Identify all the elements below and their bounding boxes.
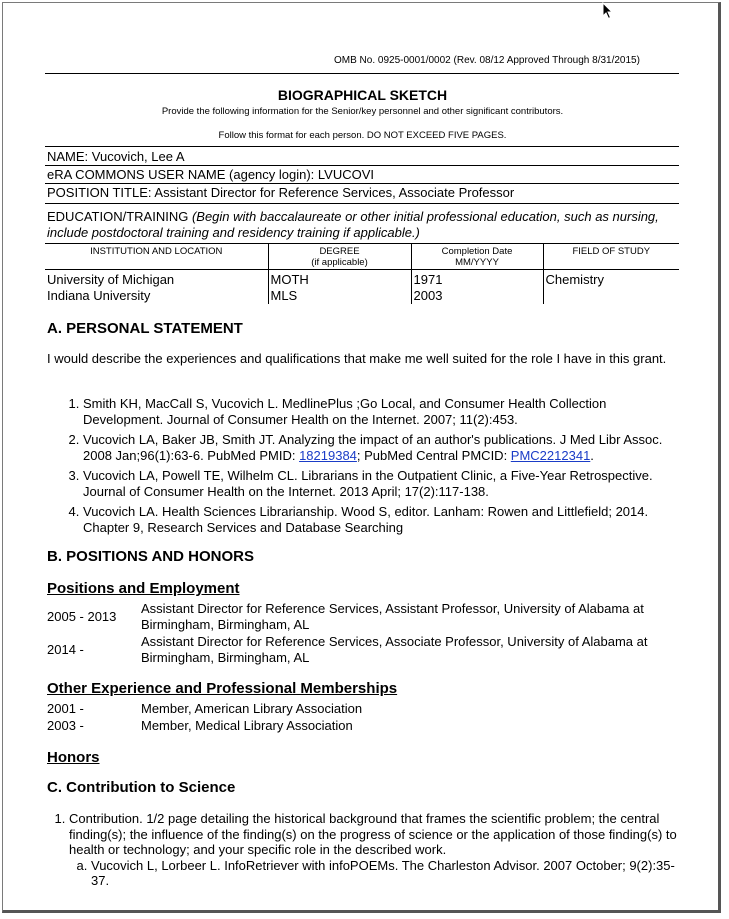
- position-description: Assistant Director for Reference Services, Associate Professor, University of Alabama at Birmingham, Birmingham, AL: [141, 634, 648, 665]
- subsection-heading: Other Experience and Professional Memberships: [47, 680, 398, 697]
- table-cell: MOTH: [268, 270, 411, 289]
- membership-year: 2001 -: [47, 701, 84, 716]
- membership-description: Member, American Library Association: [141, 701, 363, 716]
- position-title-field: POSITION TITLE: Assistant Director for Reference Services, Associate Professor: [47, 185, 515, 200]
- table-cell: Indiana University: [47, 288, 151, 303]
- list-item: 3. Vucovich LA, Powell TE, Wilhelm CL. Librarians in the Outpatient Clinic, a Five-Year Retrospective. Journal of Consumer Health on the Internet. 2013 April; 17(2):117-138.: [83, 468, 681, 500]
- document-page: [2, 2, 721, 913]
- page-title: BIOGRAPHICAL SKETCH: [277, 87, 448, 103]
- table-cell: 1971: [411, 270, 543, 289]
- pmc-link[interactable]: PMC2212341: [510, 448, 591, 463]
- instruction-text: Provide the following information for the Senior/key personnel and other significant contributors.: [161, 106, 564, 117]
- subsection-heading: Honors: [47, 749, 100, 766]
- list-item: 1. Contribution. 1/2 page detailing the historical background that frames the scientific problem; the central finding(s); the influence of the finding(s) on the progress of science or the application of those finding(s) to health or technology; and your specific role in the described work. a. Vucovich L, Lorbeer L. InfoRetriever with infoPOEMs. The Charleston Advisor. 2007 October; 9(2):35-37.: [69, 811, 683, 889]
- position-years: 2014 -: [47, 642, 84, 657]
- education-note: (Begin with baccalaureate or other initial professional education, such as nursing, include postdoctoral training and residency training if applicable.): [47, 209, 659, 240]
- reference-list: [47, 396, 681, 540]
- list-item: a. Vucovich L, Lorbeer L. InfoRetriever with infoPOEMs. The Charleston Advisor. 2007 October; 9(2):35-37.: [91, 858, 683, 889]
- table-cell: Chemistry: [543, 270, 679, 289]
- list-item: 2. Vucovich LA, Baker JB, Smith JT. Analyzing the impact of an author's publications. J Med Libr Assoc. 2008 Jan;96(1):63-6. PubMed PMID: 18219384; PubMed Central PMCID: PMC2212341.: [83, 432, 681, 464]
- education-label: EDUCATION/TRAINING: [47, 209, 189, 224]
- table-row: [45, 288, 679, 304]
- column-header: FIELD OF STUDY: [543, 244, 679, 270]
- education-table: [45, 243, 679, 304]
- list-item: 1. Smith KH, MacCall S, Vucovich L. MedlinePlus ;Go Local, and Consumer Health Collection Development. Journal of Consumer Health on the Internet. 2007; 11(2):453.: [83, 396, 681, 428]
- divider: [45, 183, 679, 184]
- section-heading: C. Contribution to Science: [47, 779, 236, 796]
- name-field: NAME: Vucovich, Lee A: [47, 149, 185, 164]
- table-cell: 2003: [411, 288, 543, 304]
- section-heading: A. PERSONAL STATEMENT: [47, 320, 243, 337]
- table-cell: University of Michigan: [47, 272, 175, 287]
- membership-description: Member, Medical Library Association: [141, 718, 353, 733]
- membership-year: 2003 -: [47, 718, 84, 733]
- divider: [45, 165, 679, 166]
- section-heading: B. POSITIONS AND HONORS: [47, 548, 254, 565]
- column-header: Completion Date MM/YYYY: [411, 244, 543, 270]
- education-training-label: [47, 209, 677, 241]
- pubmed-link[interactable]: 18219384: [299, 448, 357, 463]
- personal-statement: I would describe the experiences and qualifications that make me well suited for the role I have in this grant.: [47, 351, 667, 366]
- instruction-text: Follow this format for each person. DO NOT EXCEED FIVE PAGES.: [218, 130, 507, 141]
- position-years: 2005 - 2013: [47, 609, 117, 624]
- omb-number: OMB No. 0925-0001/0002 (Rev. 08/12 Approved Through 8/31/2015): [334, 55, 640, 66]
- divider: [45, 203, 679, 204]
- divider: [45, 146, 679, 147]
- subsection-heading: Positions and Employment: [47, 580, 240, 597]
- era-commons-field: eRA COMMONS USER NAME (agency login): LVUCOVI: [47, 167, 375, 182]
- divider: [45, 73, 679, 74]
- table-row: [45, 270, 679, 289]
- table-cell: MLS: [268, 288, 411, 304]
- table-cell: [543, 288, 679, 304]
- contribution-list: [47, 811, 683, 889]
- list-item: 4. Vucovich LA. Health Sciences Librarianship. Wood S, editor. Lanham: Rowen and Littlefield; 2014. Chapter 9, Research Services and Database Searching: [83, 504, 681, 536]
- mouse-pointer-icon: [602, 2, 614, 20]
- column-header: DEGREE (if applicable): [268, 244, 411, 270]
- position-description: Assistant Director for Reference Services, Assistant Professor, University of Alabama at Birmingham, Birmingham, AL: [141, 601, 644, 632]
- column-header: INSTITUTION AND LOCATION: [45, 244, 268, 270]
